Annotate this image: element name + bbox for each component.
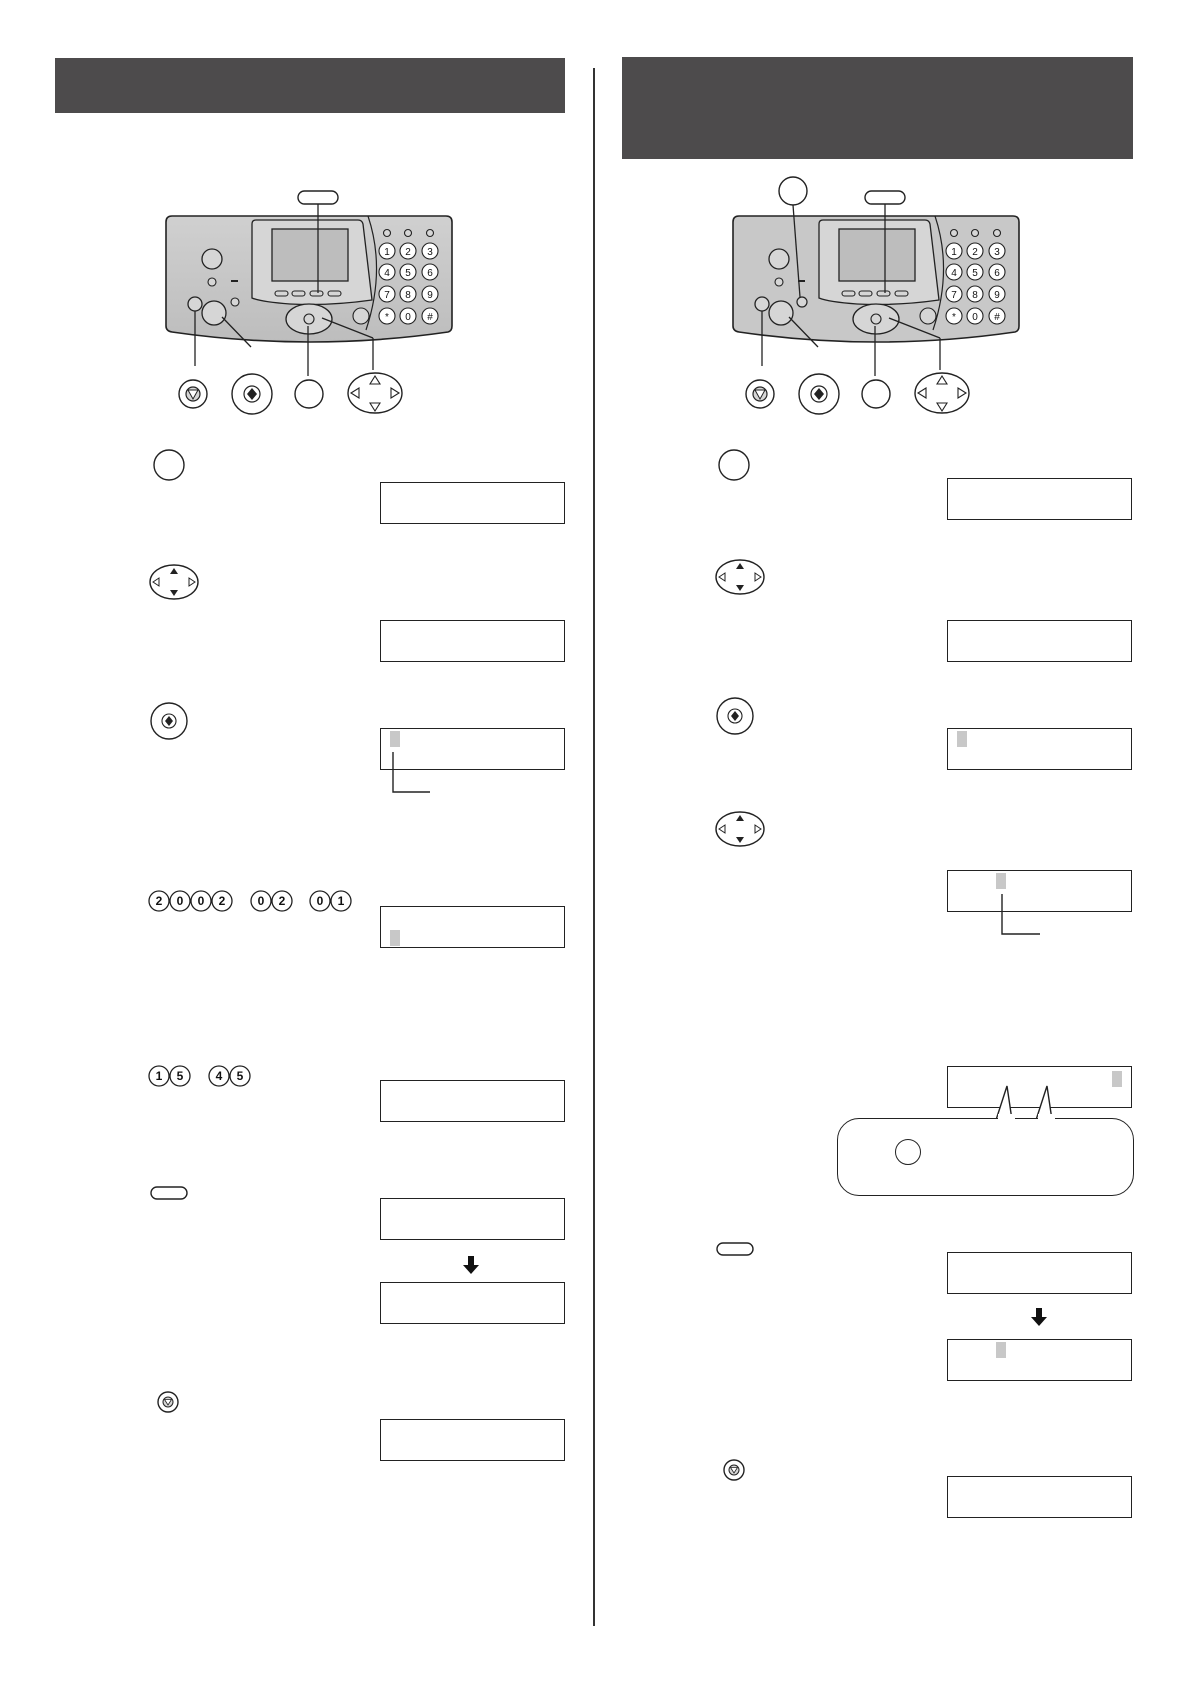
right-step5-hint-bubble <box>837 1118 1134 1196</box>
right-step3-cursor <box>957 731 967 747</box>
left-step7-display <box>380 1419 565 1461</box>
left-step6-display-a <box>380 1198 565 1240</box>
svg-text:0: 0 <box>257 894 265 908</box>
svg-text:6: 6 <box>427 268 433 279</box>
left-step3-start-key-icon <box>148 700 190 742</box>
svg-text:0: 0 <box>316 894 324 908</box>
svg-text:2: 2 <box>278 894 286 908</box>
left-step4-date-keys <box>145 888 355 914</box>
left-step5-display <box>380 1080 565 1122</box>
svg-text:8: 8 <box>972 290 978 301</box>
svg-text:2: 2 <box>972 247 978 258</box>
right-step6-cursor <box>996 1342 1006 1358</box>
svg-text:5: 5 <box>236 1069 244 1083</box>
svg-text:9: 9 <box>994 290 1000 301</box>
right-step4-navigator-key-icon <box>714 810 766 848</box>
left-step6-display-b <box>380 1282 565 1324</box>
left-step4-display <box>380 906 565 948</box>
right-step4-cursor-callout-line <box>998 894 1040 936</box>
svg-text:*: * <box>952 312 956 323</box>
svg-text:2: 2 <box>218 894 226 908</box>
right-step6-display-a <box>947 1252 1132 1294</box>
left-step3-cursor <box>390 731 400 747</box>
left-step3-cursor-callout-line <box>390 752 430 792</box>
right-step6-display-b <box>947 1339 1132 1381</box>
left-step2-navigator-key-icon <box>148 563 200 601</box>
svg-text:5: 5 <box>972 268 978 279</box>
svg-text:4: 4 <box>951 268 957 279</box>
svg-text:3: 3 <box>994 247 1000 258</box>
svg-text:5: 5 <box>405 268 411 279</box>
right-step2-display <box>947 620 1132 662</box>
right-step3-display <box>947 728 1132 770</box>
svg-text:1: 1 <box>337 894 345 908</box>
right-step7-display <box>947 1476 1132 1518</box>
svg-text:2: 2 <box>405 247 411 258</box>
left-step5-time-keys <box>145 1063 255 1089</box>
left-step4-cursor <box>390 930 400 946</box>
svg-text:#: # <box>427 312 433 323</box>
svg-text:7: 7 <box>384 290 390 301</box>
svg-text:5: 5 <box>176 1069 184 1083</box>
svg-text:0: 0 <box>972 312 978 323</box>
svg-text:1: 1 <box>155 1069 163 1083</box>
right-step4-cursor <box>996 873 1006 889</box>
left-step1-set-key-icon <box>152 448 186 482</box>
svg-text:8: 8 <box>405 290 411 301</box>
right-step5-bubble-mask <box>995 1114 1065 1122</box>
right-step5-cursor <box>1112 1071 1122 1087</box>
svg-text:0: 0 <box>197 894 205 908</box>
svg-text:2: 2 <box>155 894 163 908</box>
svg-text:7: 7 <box>951 290 957 301</box>
svg-text:0: 0 <box>176 894 184 908</box>
left-step6-menu-key-icon <box>150 1186 190 1202</box>
left-step2-display <box>380 620 565 662</box>
right-fax-panel-illustration <box>0 0 1191 420</box>
svg-text:3: 3 <box>427 247 433 258</box>
svg-text:6: 6 <box>994 268 1000 279</box>
svg-text:0: 0 <box>405 312 411 323</box>
left-step1-display <box>380 482 565 524</box>
left-step7-stop-key-icon <box>156 1390 180 1414</box>
svg-text:1: 1 <box>951 247 957 258</box>
svg-text:4: 4 <box>215 1069 223 1083</box>
svg-text:#: # <box>994 312 1000 323</box>
right-step6-menu-key-icon <box>716 1242 756 1258</box>
right-step3-start-key-icon <box>714 695 756 737</box>
svg-text:9: 9 <box>427 290 433 301</box>
right-step1-display <box>947 478 1132 520</box>
right-step7-stop-key-icon <box>722 1458 746 1482</box>
right-step5-bubble-key-icon <box>895 1139 921 1165</box>
svg-text:*: * <box>385 312 389 323</box>
left-step6-down-arrow <box>463 1256 479 1276</box>
svg-text:4: 4 <box>384 268 390 279</box>
right-step6-down-arrow <box>1031 1308 1047 1328</box>
right-step2-navigator-key-icon <box>714 558 766 596</box>
right-step1-set-key-icon <box>717 448 751 482</box>
svg-text:1: 1 <box>384 247 390 258</box>
